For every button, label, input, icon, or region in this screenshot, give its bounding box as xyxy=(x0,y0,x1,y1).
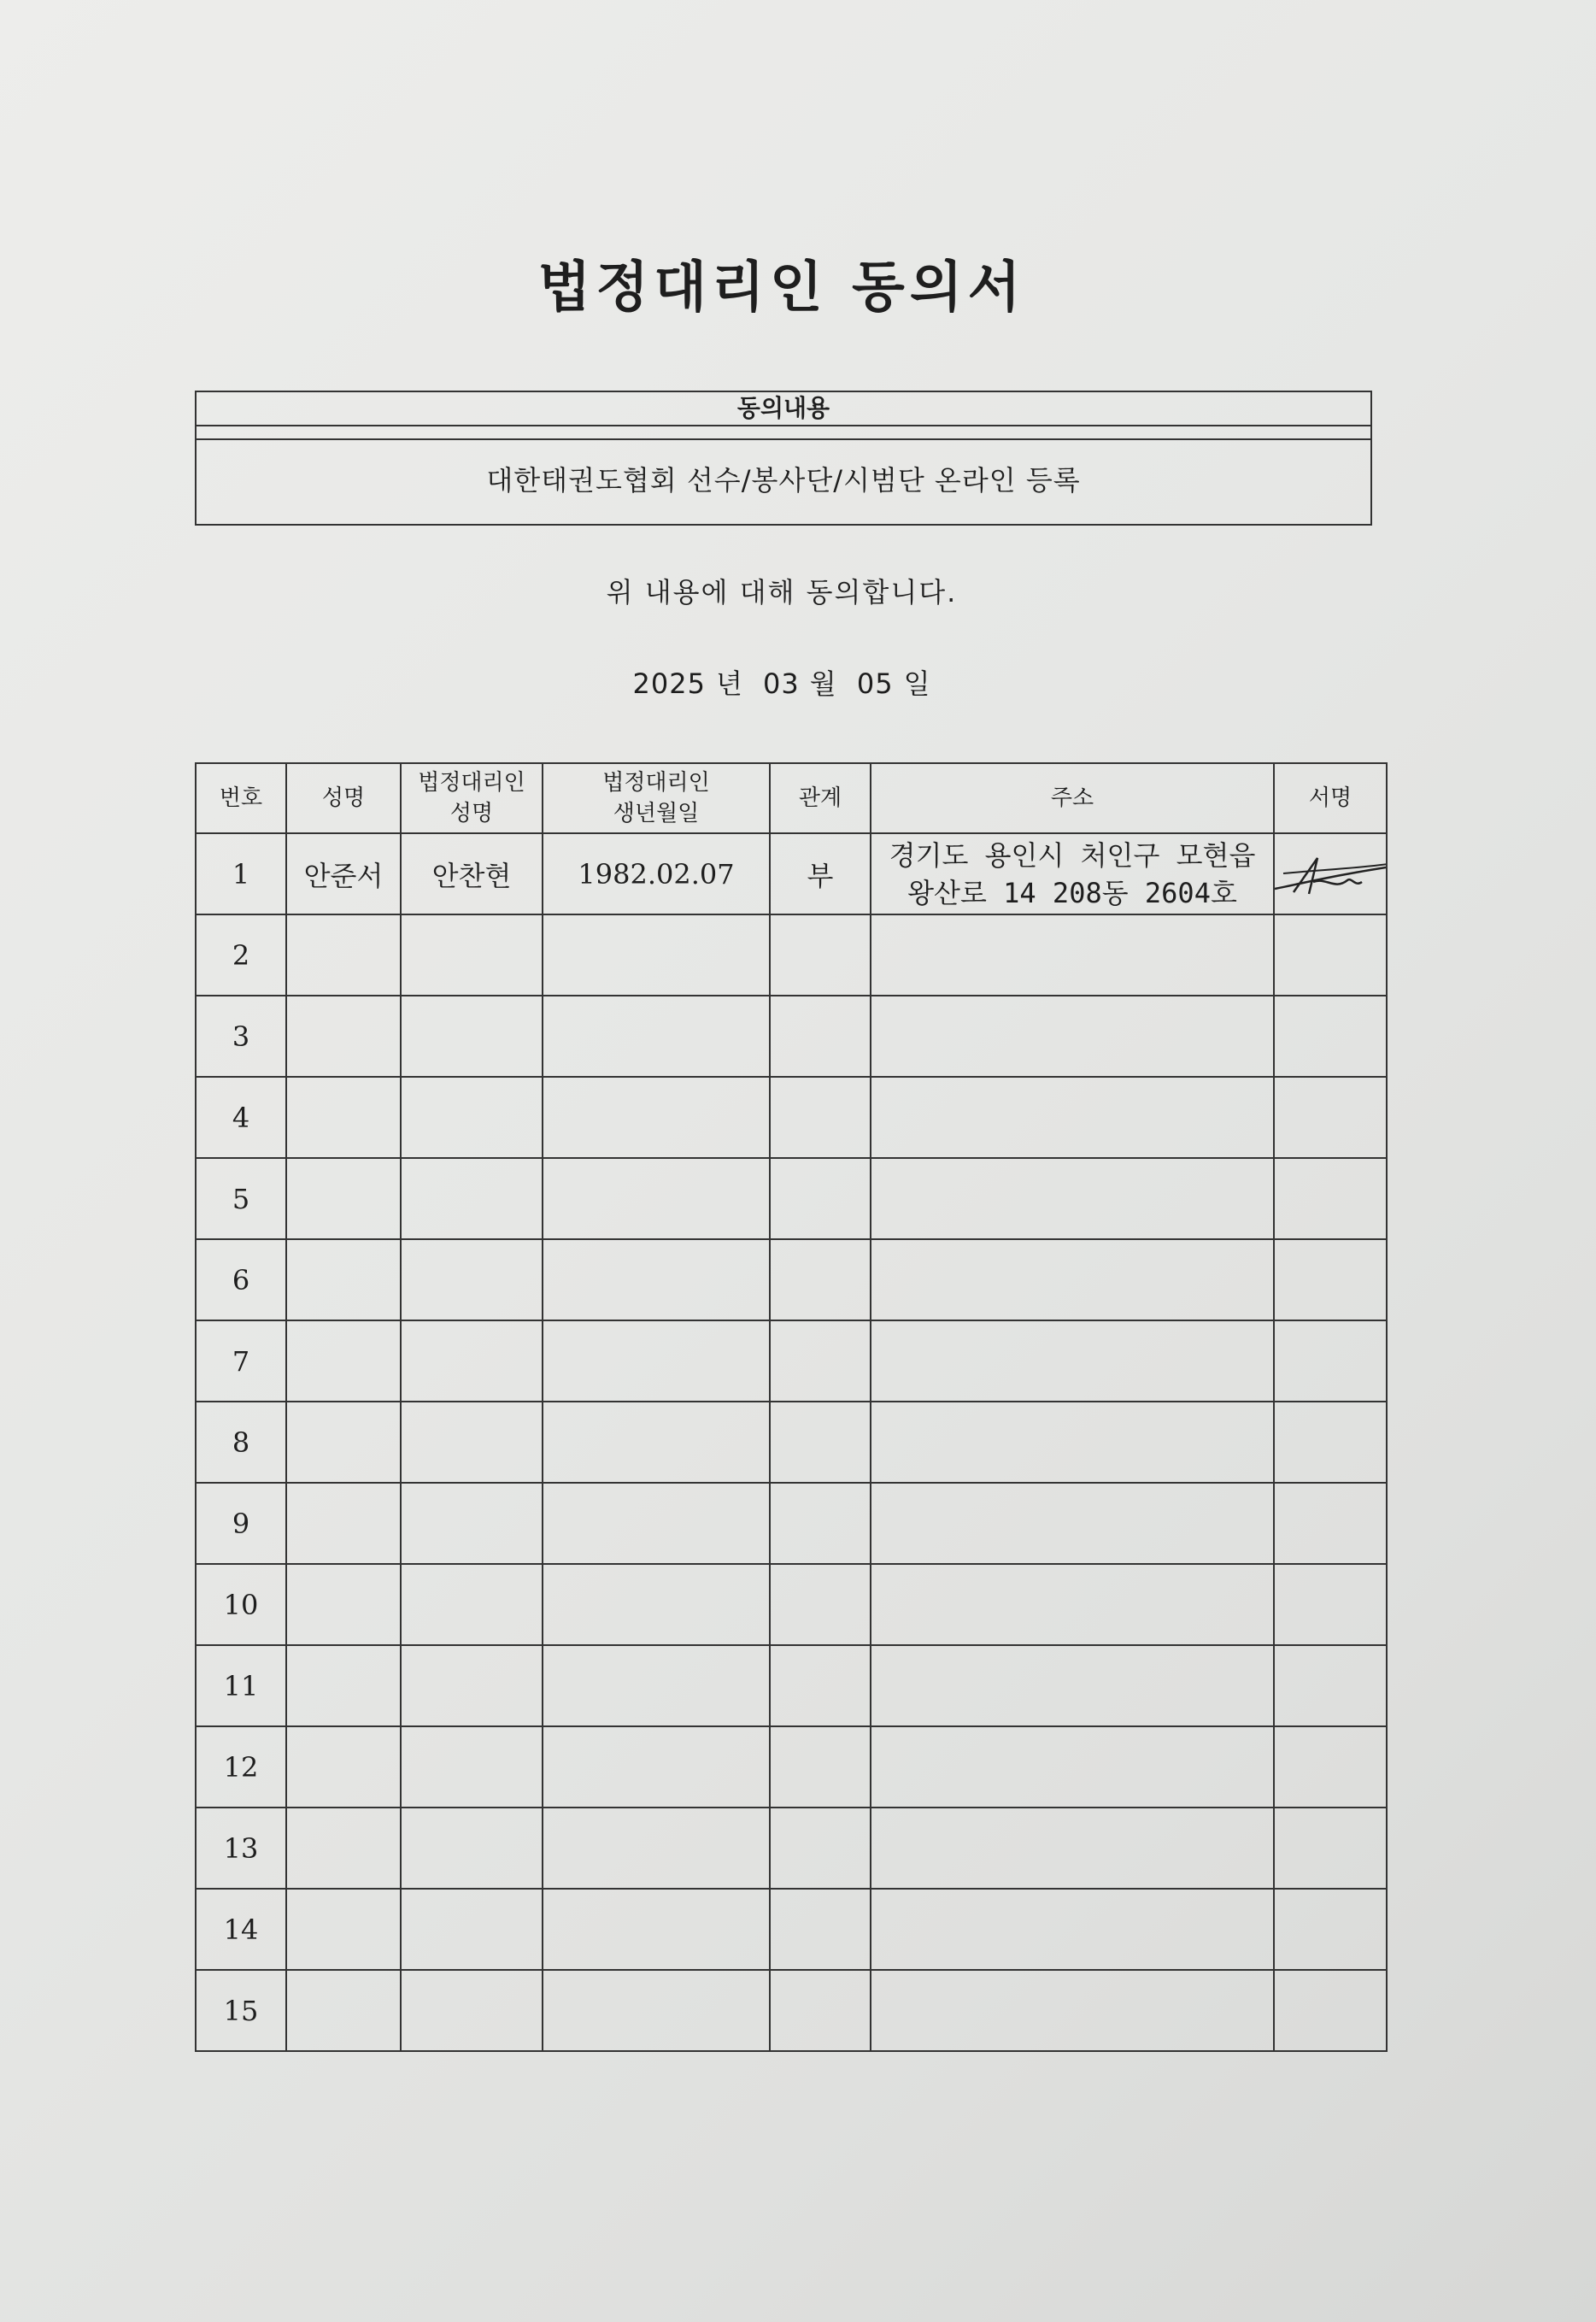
consent-divider xyxy=(197,426,1370,440)
row-number: 3 xyxy=(196,996,286,1077)
table-row xyxy=(196,914,1387,996)
header-guardian-name-line2: 성명 xyxy=(449,801,494,826)
row-number: 4 xyxy=(196,1077,286,1158)
address-line1: 경기도 용인시 처인구 모현읍 xyxy=(889,838,1256,872)
table-row xyxy=(196,1077,1387,1158)
row-number: 8 xyxy=(196,1402,286,1483)
row-number: 12 xyxy=(196,1726,286,1808)
consent-date xyxy=(0,662,1564,702)
header-guardian-name xyxy=(401,763,543,833)
date-year-unit: 년 xyxy=(715,667,743,700)
header-guardian-birth-line2: 생년월일 xyxy=(613,801,700,826)
handwritten-signature xyxy=(1274,839,1387,908)
row-number: 10 xyxy=(196,1564,286,1645)
table-row xyxy=(196,1564,1387,1645)
row-number: 6 xyxy=(196,1239,286,1320)
table-row xyxy=(196,996,1387,1077)
table-header-row xyxy=(196,763,1387,833)
header-guardian-birth xyxy=(543,763,770,833)
row-number: 1 xyxy=(196,833,286,914)
row-name: 안준서 xyxy=(286,833,401,914)
header-name: 성명 xyxy=(286,763,401,833)
date-month: 03 xyxy=(763,667,800,700)
row-number: 7 xyxy=(196,1320,286,1402)
header-address: 주소 xyxy=(871,763,1274,833)
row-number: 2 xyxy=(196,914,286,996)
consent-content: 대한태권도협회 선수/봉사단/시범단 온라인 등록 xyxy=(486,464,1081,497)
row-signature xyxy=(1274,833,1387,914)
agreement-statement: 위 내용에 대해 동의합니다. xyxy=(606,576,958,608)
row-guardian-name: 안찬현 xyxy=(401,833,543,914)
row-number: 11 xyxy=(196,1645,286,1726)
header-relation: 관계 xyxy=(770,763,871,833)
table-row xyxy=(196,1808,1387,1889)
row-number: 9 xyxy=(196,1483,286,1564)
table-row xyxy=(196,1970,1387,2051)
consent-box xyxy=(195,391,1372,526)
row-number: 5 xyxy=(196,1158,286,1239)
header-guardian-birth-line1: 법정대리인 xyxy=(602,770,710,796)
header-signature: 서명 xyxy=(1274,763,1387,833)
row-address xyxy=(871,833,1274,914)
table-row xyxy=(196,1158,1387,1239)
date-month-unit: 월 xyxy=(809,667,837,700)
row-number: 13 xyxy=(196,1808,286,1889)
table-row xyxy=(196,1889,1387,1970)
date-day-unit: 일 xyxy=(903,667,931,700)
guardian-roster-table xyxy=(195,762,1388,2052)
table-row xyxy=(196,1320,1387,1402)
row-number: 15 xyxy=(196,1970,286,2051)
consent-header: 동의내용 xyxy=(197,392,1370,426)
header-number: 번호 xyxy=(196,763,286,833)
address-line2: 왕산로 14 208동 2604호 xyxy=(907,876,1237,909)
table-row xyxy=(196,833,1387,914)
table-row xyxy=(196,1726,1387,1808)
table-row xyxy=(196,1645,1387,1726)
date-year: 2025 xyxy=(632,667,706,700)
table-row xyxy=(196,1483,1387,1564)
row-number: 14 xyxy=(196,1889,286,1970)
row-relation: 부 xyxy=(770,833,871,914)
page-title: 법정대리인 동의서 xyxy=(537,256,1026,320)
table-row xyxy=(196,1402,1387,1483)
date-day: 05 xyxy=(856,667,894,700)
row-guardian-birth: 1982.02.07 xyxy=(543,833,770,914)
table-row xyxy=(196,1239,1387,1320)
header-guardian-name-line1: 법정대리인 xyxy=(418,770,525,796)
